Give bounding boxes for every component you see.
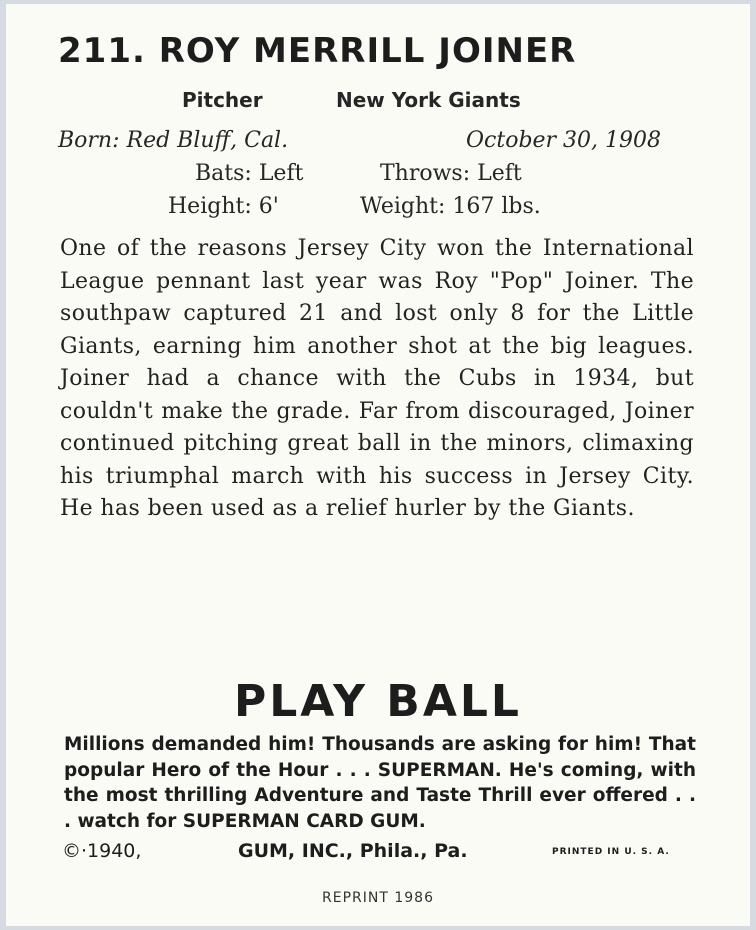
publisher: GUM, INC., Phila., Pa. — [238, 840, 468, 862]
player-biography: One of the reasons Jersey City won the International League pennant last year was Roy "Pop" Joiner. The southpaw captured 21 and lost only 8 for the Little Giants, earning him another shot at the big leagues. Joiner had a chance with the Cubs in 1934, but couldn't make the grade. Far from discouraged, Joiner continued pitching great ball in the minors, climaxing his triumphal march with his success in Jersey City. He has been used as a relief hurler by the Giants. — [60, 236, 694, 521]
copyright: ©·1940, — [62, 840, 142, 862]
printed-in-usa: PRINTED IN U. S. A. — [552, 847, 670, 857]
play-ball-heading: PLAY BALL — [234, 676, 522, 727]
weight: Weight: 167 lbs. — [360, 194, 541, 219]
birthplace: Born: Red Bluff, Cal. — [58, 128, 289, 153]
player-position: Pitcher — [182, 88, 263, 112]
card-title: 211. ROY MERRILL JOINER — [58, 31, 577, 71]
player-team: New York Giants — [336, 88, 521, 112]
card-back — [6, 4, 750, 926]
reprint-notice: REPRINT 1986 — [322, 890, 434, 906]
bats: Bats: Left — [195, 161, 304, 186]
birth-date: October 30, 1908 — [466, 128, 662, 153]
height: Height: 6' — [168, 194, 279, 219]
throws: Throws: Left — [380, 161, 522, 186]
superman-promo-text: Millions demanded him! Thousands are asking for him! That popular Hero of the Hour . . . SUPERMAN. He's coming, with the most thrilling Adventure and Taste Thrill ever offered . . . watch for SUPERMAN CARD GUM. — [64, 734, 696, 832]
